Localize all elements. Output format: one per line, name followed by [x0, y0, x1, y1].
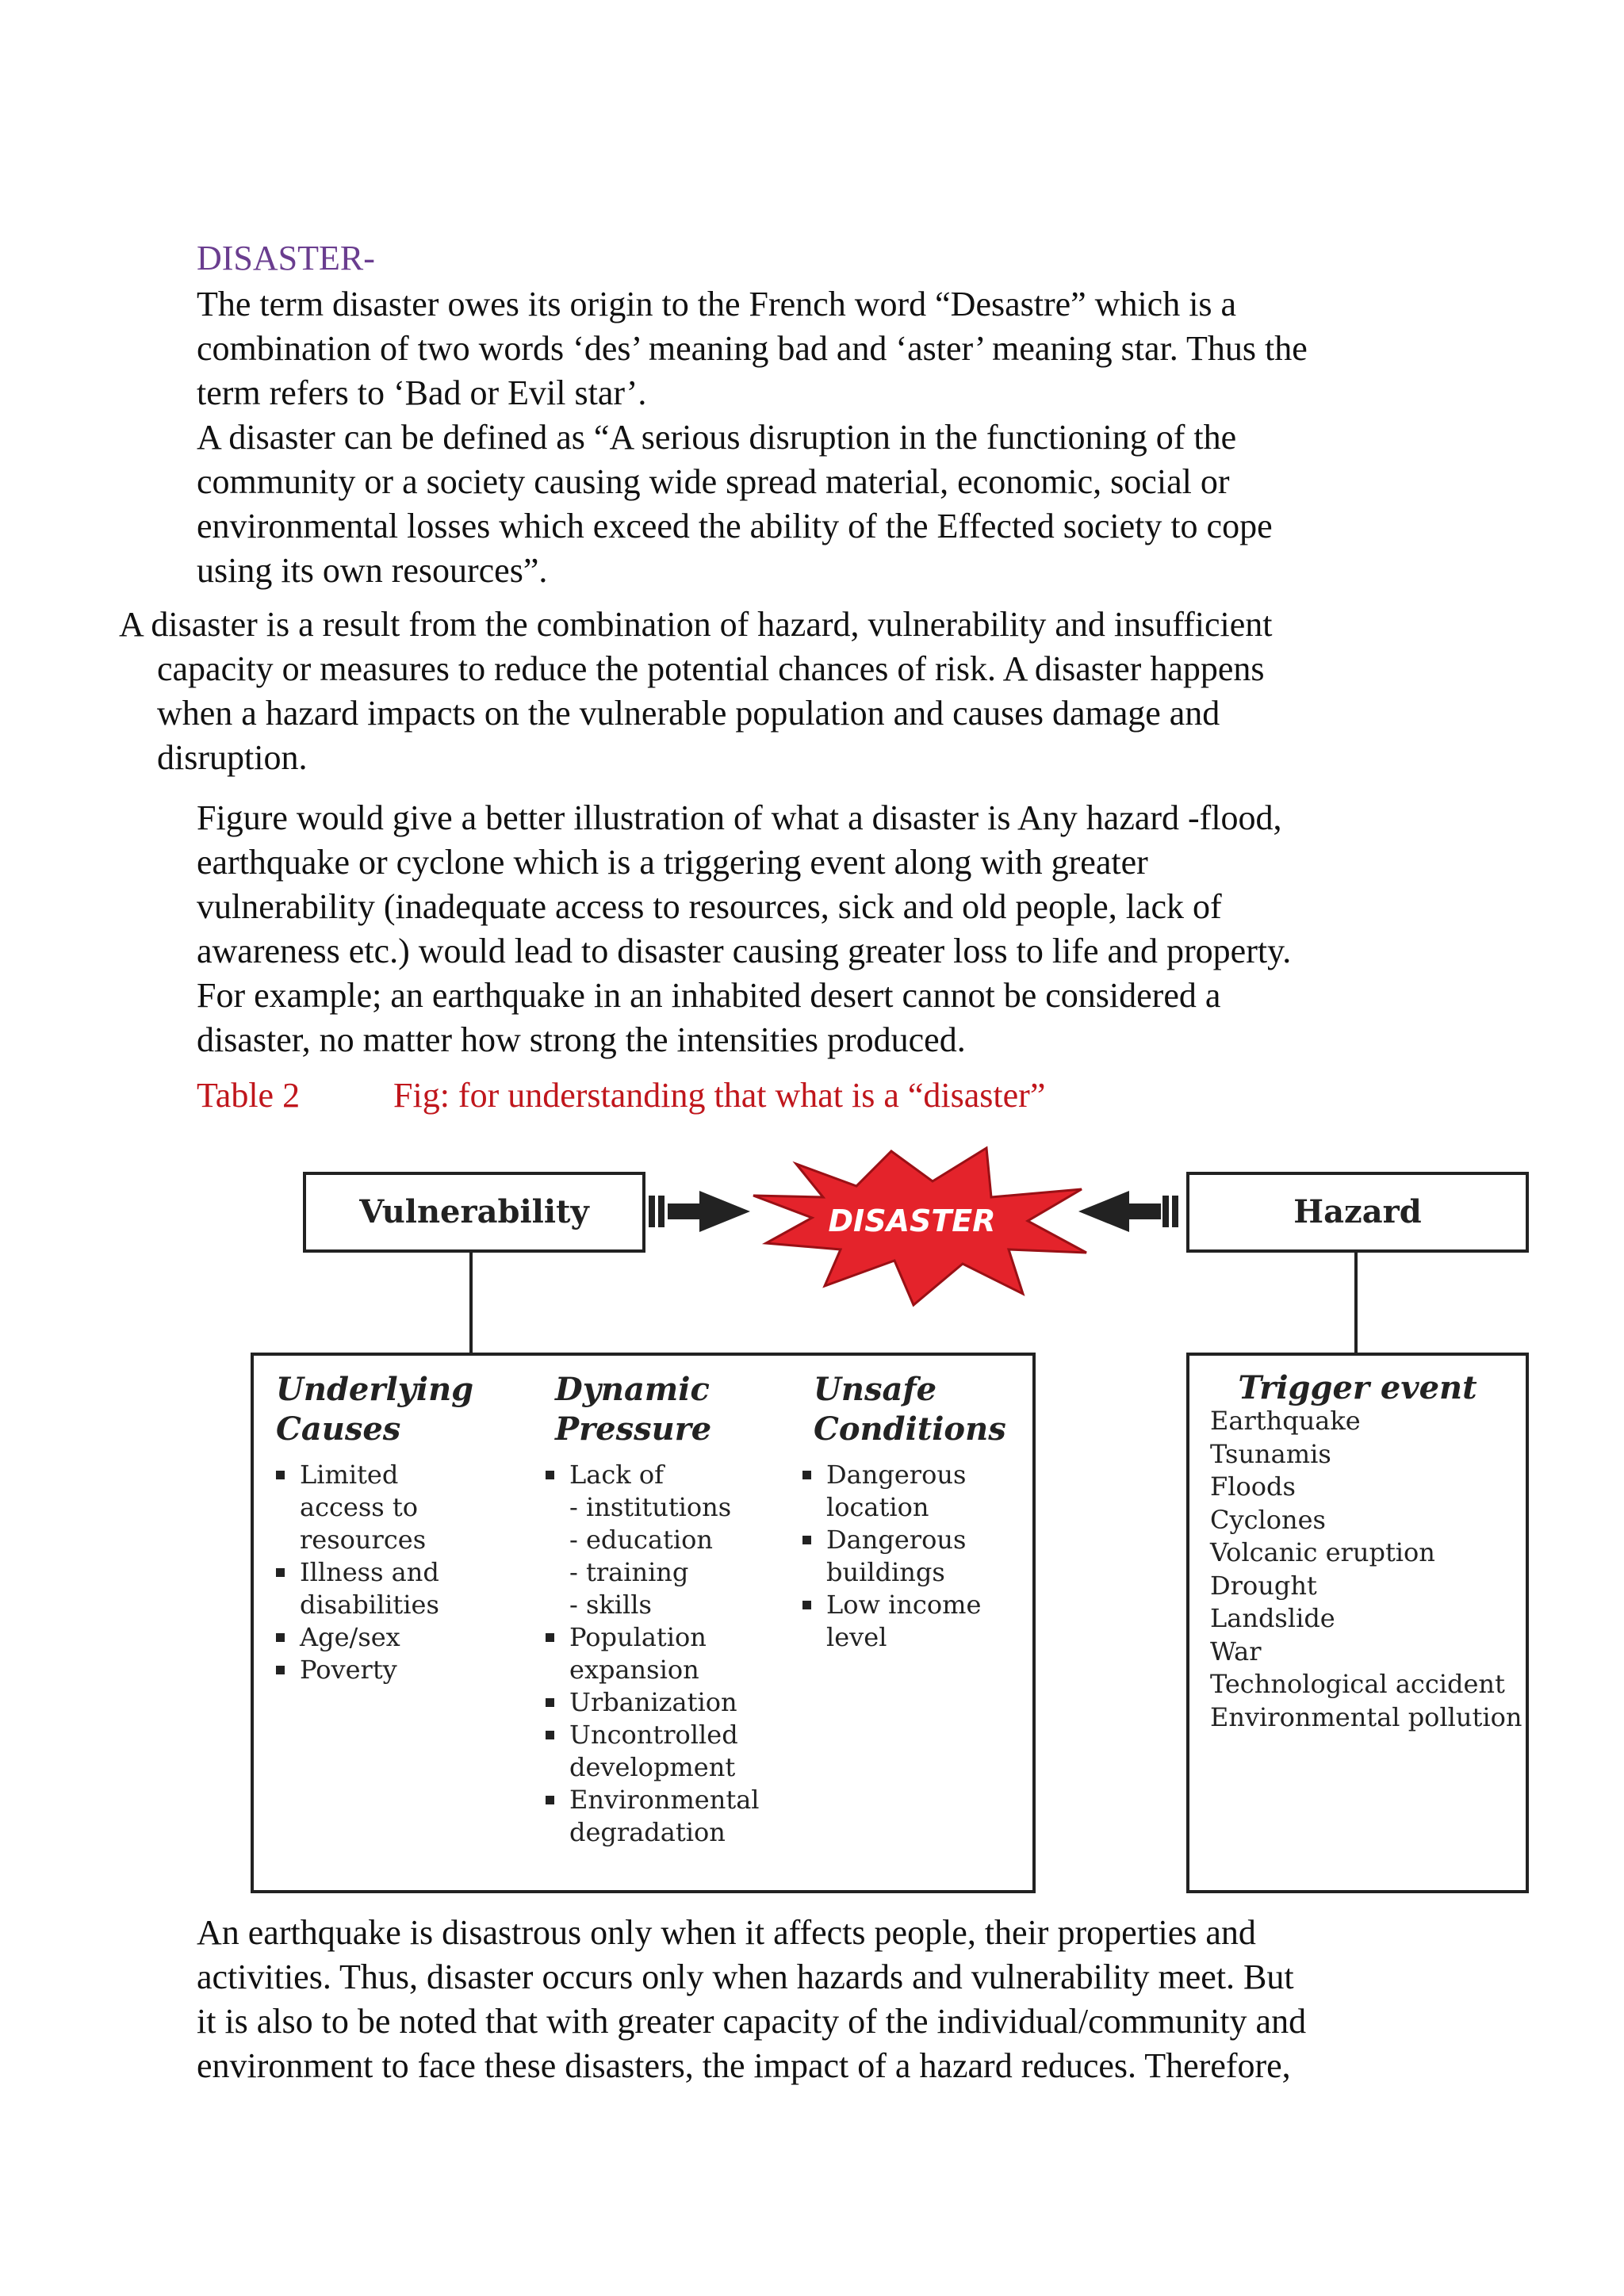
connector-line	[469, 1253, 473, 1353]
arrow-right-icon	[649, 1191, 750, 1232]
list-item: Environmental pollution	[1210, 1701, 1522, 1732]
list-item-continued: location	[826, 1492, 929, 1522]
text-line: term refers to ‘Bad or Evil star’.	[197, 373, 647, 412]
heading-line: Pressure	[555, 1410, 712, 1448]
list-item-continued: degradation	[569, 1817, 726, 1847]
list-item: Cyclones	[1210, 1504, 1326, 1535]
heading-line: Causes	[276, 1410, 401, 1448]
list-item: Dangerous	[802, 1524, 1032, 1556]
list-item-continued: access to	[300, 1492, 418, 1522]
list-item-continued: development	[569, 1752, 736, 1782]
disaster-label: DISASTER	[828, 1203, 996, 1238]
vulnerability-factors-box	[251, 1353, 1036, 1893]
hazard-title: Hazard	[1293, 1193, 1422, 1230]
list-item: Tsunamis	[1210, 1438, 1331, 1469]
text-line: For example; an earthquake in an inhabited desert cannot be considered a	[197, 976, 1221, 1015]
list-item: Urbanization	[546, 1686, 783, 1719]
list-item: Low income	[802, 1589, 1032, 1621]
text-line: earthquake or cyclone which is a triggering event along with greater	[197, 843, 1148, 882]
text-line: environment to face these disasters, the impact of a hazard reduces. Therefore,	[197, 2046, 1291, 2085]
list-item: Lack of	[546, 1459, 783, 1491]
heading-line: Dynamic	[555, 1371, 710, 1408]
list-item-continued: - skills	[569, 1590, 652, 1620]
list-item: War	[1210, 1636, 1262, 1667]
text-line: An earthquake is disastrous only when it affects people, their properties and	[197, 1913, 1256, 1952]
list-item: Volcanic eruption	[1210, 1537, 1435, 1567]
list-item: Drought	[1210, 1570, 1317, 1601]
text-line: using its own resources”.	[197, 551, 548, 590]
section-heading: DISASTER-	[197, 239, 375, 277]
list-item: Floods	[1210, 1471, 1296, 1502]
list-item-continued: - institutions	[569, 1492, 732, 1522]
text-line: community or a society causing wide spread material, economic, social or	[197, 462, 1230, 501]
factor-list	[276, 1459, 482, 1686]
list-item: Population	[546, 1621, 783, 1654]
trigger-heading: Trigger event	[1238, 1369, 1477, 1406]
text-line: capacity or measures to reduce the potential chances of risk. A disaster happens	[157, 649, 1265, 688]
factor-list	[802, 1459, 1032, 1654]
list-item: Age/sex	[276, 1621, 482, 1654]
list-item: Environmental	[546, 1784, 783, 1816]
text-line: A disaster can be defined as “A serious disruption in the functioning of the	[197, 418, 1237, 457]
dynamic-pressure-column	[546, 1370, 783, 1849]
text-line: when a hazard impacts on the vulnerable population and causes damage and	[157, 694, 1220, 733]
connector-line	[1354, 1253, 1358, 1353]
underlying-causes-column	[276, 1370, 482, 1686]
heading-line: Unsafe	[814, 1371, 937, 1408]
trigger-list	[1210, 1405, 1522, 1734]
trigger-event-box	[1186, 1353, 1529, 1893]
list-item: Technological accident	[1210, 1669, 1505, 1699]
text-line: it is also to be noted that with greater capacity of the individual/community and	[197, 2002, 1307, 2041]
text-line: vulnerability (inadequate access to resources, sick and old people, lack of	[197, 887, 1222, 926]
paragraph-conclusion	[197, 1911, 1513, 2088]
list-item: Earthquake	[1210, 1406, 1361, 1436]
list-item: Poverty	[276, 1654, 482, 1686]
list-item-continued: resources	[300, 1525, 427, 1555]
table-label: Table 2	[197, 1076, 301, 1115]
text-line: disaster, no matter how strong the intensities produced.	[197, 1020, 966, 1059]
heading-line: Conditions	[814, 1410, 1006, 1448]
list-item: Illness and	[276, 1556, 482, 1589]
factor-list	[546, 1459, 783, 1849]
text-line: activities. Thus, disaster occurs only when hazards and vulnerability meet. But	[197, 1957, 1294, 1996]
text-line: The term disaster owes its origin to the French word “Desastre” which is a	[197, 285, 1237, 323]
text-line: combination of two words ‘des’ meaning bad and ‘aster’ meaning star. Thus the	[197, 329, 1308, 368]
list-item-continued: - education	[569, 1525, 713, 1555]
unsafe-conditions-column	[802, 1370, 1032, 1654]
text-line: A disaster is a result from the combination of hazard, vulnerability and insufficient	[119, 605, 1273, 644]
text-line: awareness etc.) would lead to disaster causing greater loss to life and property.	[197, 932, 1292, 970]
text-line: disruption.	[157, 738, 308, 777]
text-line: Figure would give a better illustration of what a disaster is Any hazard -flood,	[197, 798, 1282, 837]
list-item-continued: level	[826, 1622, 887, 1652]
text-line: environmental losses which exceed the ability of the Effected society to cope	[197, 507, 1273, 545]
list-item-continued: - training	[569, 1557, 689, 1587]
figure-caption: Fig: for understanding that what is a “disaster”	[393, 1076, 1046, 1115]
column-heading	[546, 1370, 783, 1449]
arrow-left-icon	[1078, 1191, 1178, 1232]
list-item-continued: disabilities	[300, 1590, 439, 1620]
list-item-continued: buildings	[826, 1557, 945, 1587]
vulnerability-title: Vulnerability	[359, 1193, 589, 1230]
list-item: Limited	[276, 1459, 482, 1491]
hazard-box	[1186, 1172, 1529, 1253]
list-item: Dangerous	[802, 1459, 1032, 1491]
list-item-continued: expansion	[569, 1655, 699, 1685]
list-item: Landslide	[1210, 1603, 1335, 1633]
column-heading	[276, 1370, 482, 1449]
column-heading	[802, 1370, 1032, 1449]
list-item: Uncontrolled	[546, 1719, 783, 1751]
vulnerability-box	[303, 1172, 645, 1253]
heading-line: Underlying	[276, 1371, 474, 1408]
